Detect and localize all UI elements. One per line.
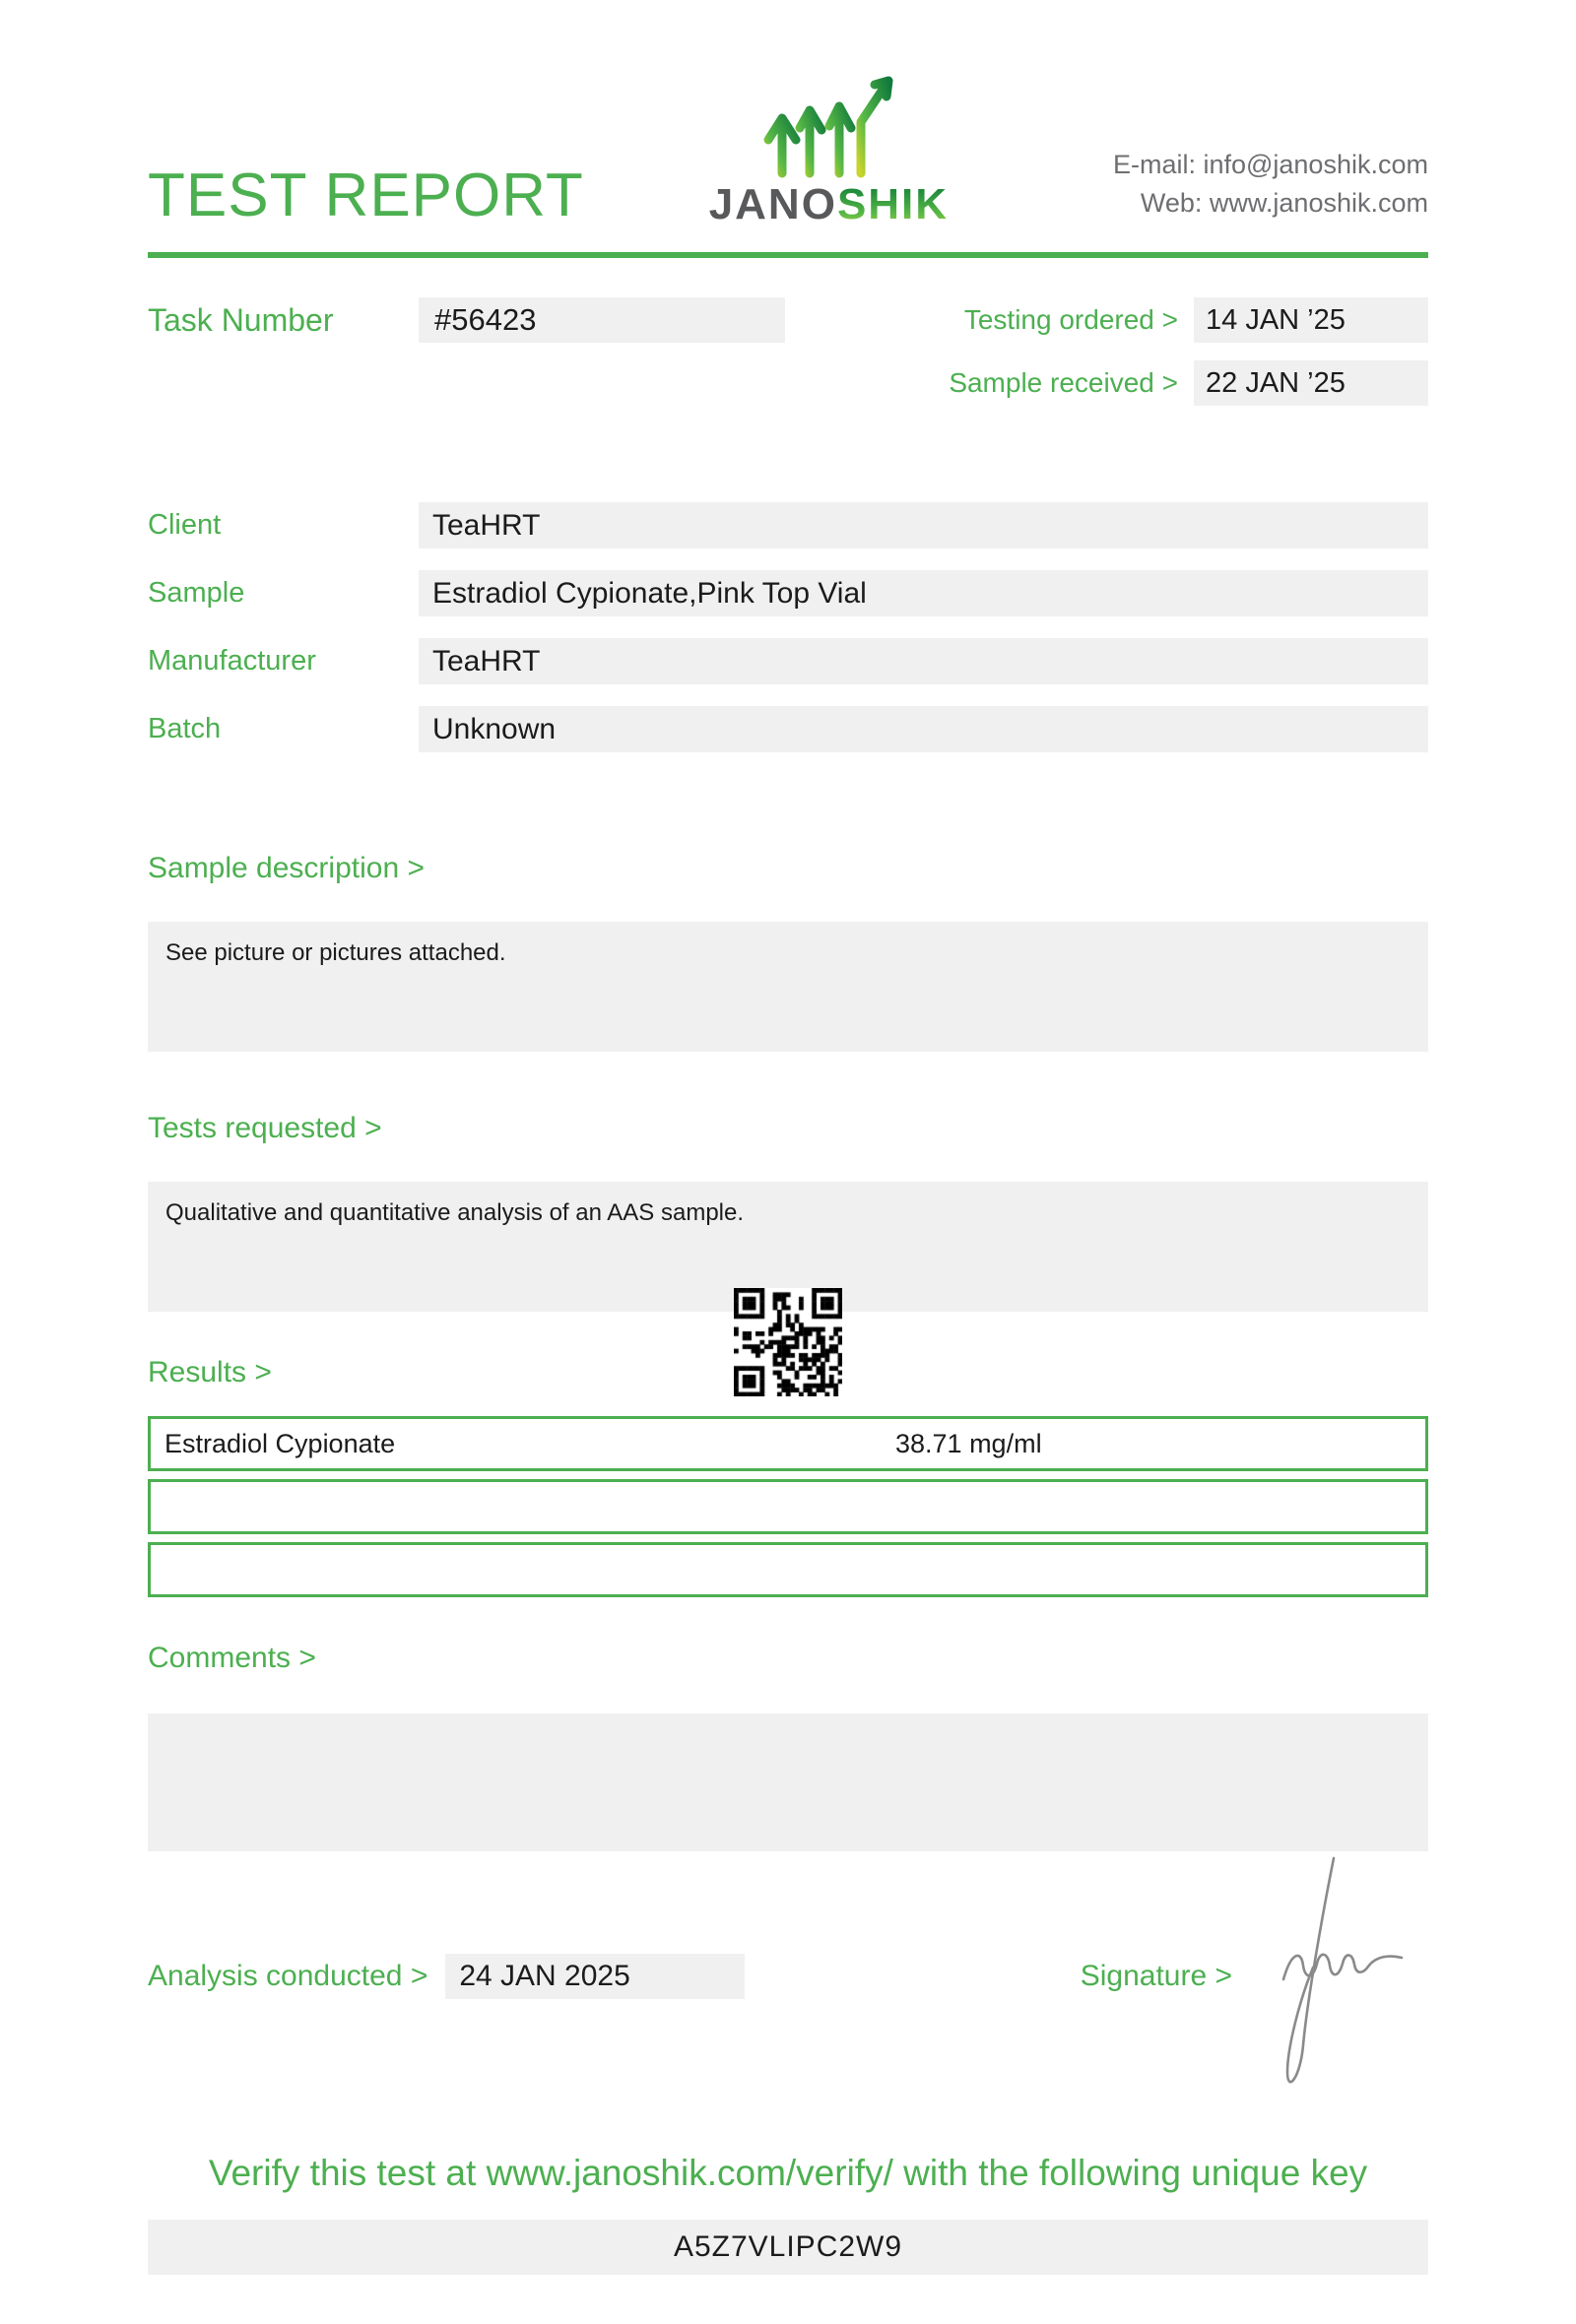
sample-description-heading: Sample description >: [148, 852, 425, 884]
batch-label: Batch: [148, 713, 222, 744]
manufacturer-row: [148, 638, 1428, 684]
contact-info: [1113, 146, 1428, 226]
task-number-label: Task Number: [148, 301, 334, 338]
table-row: [148, 1479, 1428, 1534]
footer-row: [148, 1954, 1428, 1999]
logo-wordmark-green: SHIK: [836, 180, 950, 228]
sample-details: [148, 502, 1428, 752]
testing-ordered-row: [949, 297, 1428, 343]
sample-received-value: 22 JAN ’25: [1194, 360, 1428, 406]
result-concentration: 38.71 mg/ml: [882, 1416, 1428, 1471]
logo-wordmark: [708, 180, 950, 228]
client-row: [148, 502, 1428, 549]
logo-wordmark-gray: JANO: [708, 180, 837, 228]
results-section: [148, 1355, 1428, 1597]
header-divider: [148, 252, 1428, 258]
result-concentration: [882, 1479, 1428, 1534]
testing-ordered-label: Testing ordered >: [963, 304, 1178, 335]
manufacturer-label: Manufacturer: [148, 645, 316, 677]
sample-value: Estradiol Cypionate,Pink Top Vial: [419, 570, 1428, 616]
client-label: Client: [148, 509, 222, 541]
analysis-conducted-value: 24 JAN 2025: [445, 1954, 745, 1999]
results-heading: Results >: [148, 1356, 272, 1388]
result-concentration: [882, 1542, 1428, 1597]
result-substance: [148, 1479, 882, 1534]
tests-requested-heading: Tests requested >: [148, 1112, 382, 1144]
batch-row: [148, 706, 1428, 752]
client-value: TeaHRT: [419, 502, 1428, 549]
signature-label: Signature >: [1080, 1960, 1232, 1992]
date-fields: [949, 297, 1428, 406]
table-row: [148, 1416, 1428, 1471]
sample-received-label: Sample received >: [949, 367, 1178, 398]
contact-web: Web: www.janoshik.com: [1140, 187, 1428, 218]
unique-key-value: A5Z7VLIPC2W9: [148, 2220, 1428, 2275]
analysis-conducted-label: Analysis conducted >: [148, 1960, 428, 1992]
page-title: TEST REPORT: [148, 161, 584, 229]
report-header: [148, 71, 1428, 229]
results-table: [148, 1416, 1428, 1597]
comments-box: [148, 1713, 1428, 1851]
comments-heading: Comments >: [148, 1642, 316, 1674]
result-substance: Estradiol Cypionate: [148, 1416, 882, 1471]
result-substance: [148, 1542, 882, 1597]
rising-chart-arrows-icon: [745, 71, 912, 181]
task-number-row: [148, 297, 785, 343]
contact-email: E-mail: info@janoshik.com: [1112, 149, 1428, 179]
sample-description-box: See picture or pictures attached.: [148, 922, 1428, 1052]
sample-label: Sample: [148, 577, 245, 609]
sample-received-row: [949, 360, 1428, 406]
signature-image: [1232, 1954, 1414, 1999]
test-report-page: [148, 0, 1428, 2275]
task-and-dates: [148, 297, 1428, 406]
sample-row: [148, 570, 1428, 616]
janoshik-logo: [709, 71, 949, 226]
tests-requested-box: Qualitative and quantitative analysis of an AAS sample.: [148, 1182, 1428, 1312]
signature-row: [1081, 1954, 1414, 1999]
analysis-conducted-row: [148, 1954, 745, 1999]
qr-code: [734, 1288, 842, 1396]
manufacturer-value: TeaHRT: [419, 638, 1428, 684]
task-number-value: #56423: [419, 297, 785, 343]
table-row: [148, 1542, 1428, 1597]
verify-instruction: Verify this test at www.janoshik.com/verify/ with the following unique key: [208, 2153, 1368, 2193]
batch-value: Unknown: [419, 706, 1428, 752]
testing-ordered-value: 14 JAN ’25: [1194, 297, 1428, 343]
